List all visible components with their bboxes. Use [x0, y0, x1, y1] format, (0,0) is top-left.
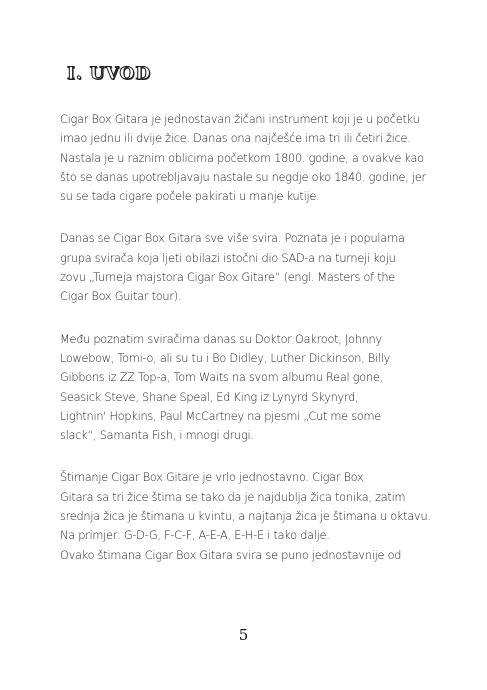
text-line: Gitara sa tri žice štima se tako da je najdublja žica tonika, zatim — [60, 490, 406, 504]
text-line: imao jednu ili dvije žice. Danas ona najčešće ima tri ili četiri žice. — [60, 132, 411, 146]
text-line: Na primjer: G-D-G, F-C-F, A-E-A, E-H-E i tako dalje. — [60, 529, 330, 543]
text-line: Među poznatim sviračima danas su Doktor Oakroot, Johnny — [60, 332, 382, 346]
text-line: Ovako štimana Cigar Box Gitara svira se puno jednostavnije od — [60, 548, 402, 562]
text-line: Lightnin' Hopkins, Paul McCartney na pjesmi „Cut me some — [60, 409, 381, 423]
text-line: slack“, Samanta Fish, i mnogi drugi. — [60, 429, 254, 443]
text-line: Lowebow, Tomi-o, ali su tu i Bo Didley, Luther Dickinson, Billy — [60, 351, 391, 365]
chapter-heading: I. UVOD — [67, 64, 152, 84]
body-text — [60, 110, 440, 588]
paragraph-3 — [60, 330, 440, 446]
text-line: Cigar Box Gitara je jednostavan žičani instrument koji je u početku — [60, 113, 420, 126]
text-line: Gibbons iz ZZ Top-a, Tom Waits na svom albumu Real gone, — [60, 371, 383, 385]
page-number: 5 — [238, 626, 249, 644]
text-line: Danas se Cigar Box Gitara sve više svira. Poznata je i popularna — [60, 232, 405, 246]
text-line: Cigar Box Guitar tour). — [60, 290, 182, 304]
text-line: Nastala je u raznim oblicima početkom 1800. godine, a ovakve kao — [60, 151, 424, 165]
paragraph-4 — [60, 468, 440, 564]
text-line: su se tada cigare počele pakirati u manje kutije. — [60, 190, 320, 204]
text-line: srednja žica je štimana u kvintu, a najtanja žica je štimana u oktavu. — [60, 510, 431, 524]
paragraph-2 — [60, 229, 440, 306]
text-line: Štimanje Cigar Box Gitare je vrlo jednostavno. Cigar Box — [60, 471, 364, 485]
text-line: što se danas upotrebljavaju nastale su negdje oko 1840. godine, jer — [60, 170, 426, 184]
paragraph-1 — [60, 110, 440, 206]
text-line: Seasick Steve, Shane Speal, Ed King iz Lynyrd Skynyrd, — [60, 390, 359, 404]
text-line: grupa svirača koja ljeti obilazi istočni dio SAD-a na turneji koju — [60, 251, 396, 265]
text-line: zovu „Turneja majstora Cigar Box Gitare“ (engl. Masters of the — [60, 271, 396, 285]
